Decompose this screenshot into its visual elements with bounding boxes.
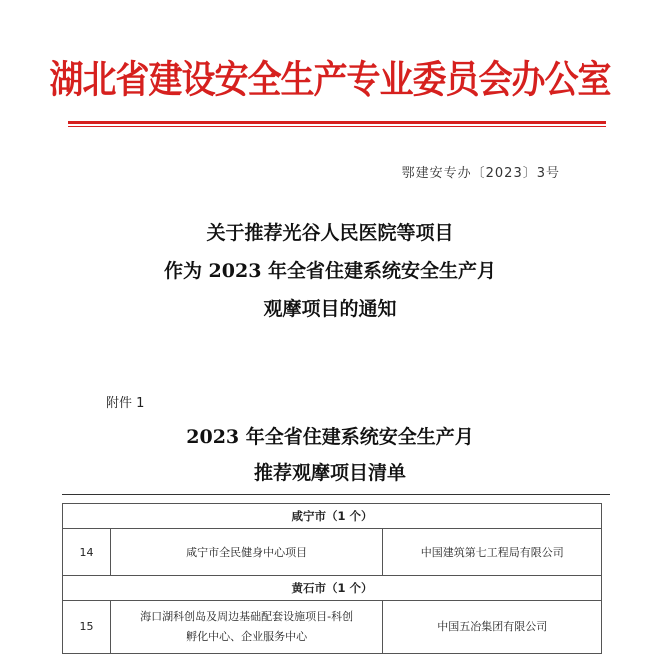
list-title-line-2: 推荐观摩项目清单 xyxy=(253,462,406,484)
row-number: 15 xyxy=(63,601,111,654)
group-header-row xyxy=(63,576,602,601)
table-row xyxy=(63,529,602,576)
issuing-office-title: 湖北省建设安全生产专业委员会办公室 xyxy=(49,58,611,103)
notice-title-line-3: 观摩项目的通知 xyxy=(263,298,397,320)
notice-title-line-2: 作为 2023 年全省住建系统安全生产月 xyxy=(163,260,497,282)
red-divider-top xyxy=(68,121,606,124)
project-name-line-1: 海口湖科创岛及周边基础配套设施项目-科创 xyxy=(140,610,354,623)
contractor-name: 中国五冶集团有限公司 xyxy=(383,601,602,654)
table-row xyxy=(63,601,602,654)
notice-title-line-1: 关于推荐光谷人民医院等项目 xyxy=(206,222,454,244)
recommended-projects-table xyxy=(62,503,602,654)
project-name xyxy=(110,601,382,654)
list-title-line-1: 2023 年全省住建系统安全生产月 xyxy=(186,426,474,448)
document-number: 鄂建安专办〔2023〕3号 xyxy=(401,166,560,181)
project-name: 咸宁市全民健身中心项目 xyxy=(110,529,382,576)
contractor-name: 中国建筑第七工程局有限公司 xyxy=(383,529,602,576)
project-name-line-2: 孵化中心、企业服务中心 xyxy=(186,630,308,643)
table-top-rule xyxy=(62,494,610,495)
row-number: 14 xyxy=(63,529,111,576)
red-divider-bottom xyxy=(68,126,606,127)
group-city-label: 黄石市（1 个） xyxy=(63,576,602,601)
group-city-label: 咸宁市（1 个） xyxy=(63,504,602,529)
attachment-label: 附件 1 xyxy=(106,396,145,411)
group-header-row xyxy=(63,504,602,529)
